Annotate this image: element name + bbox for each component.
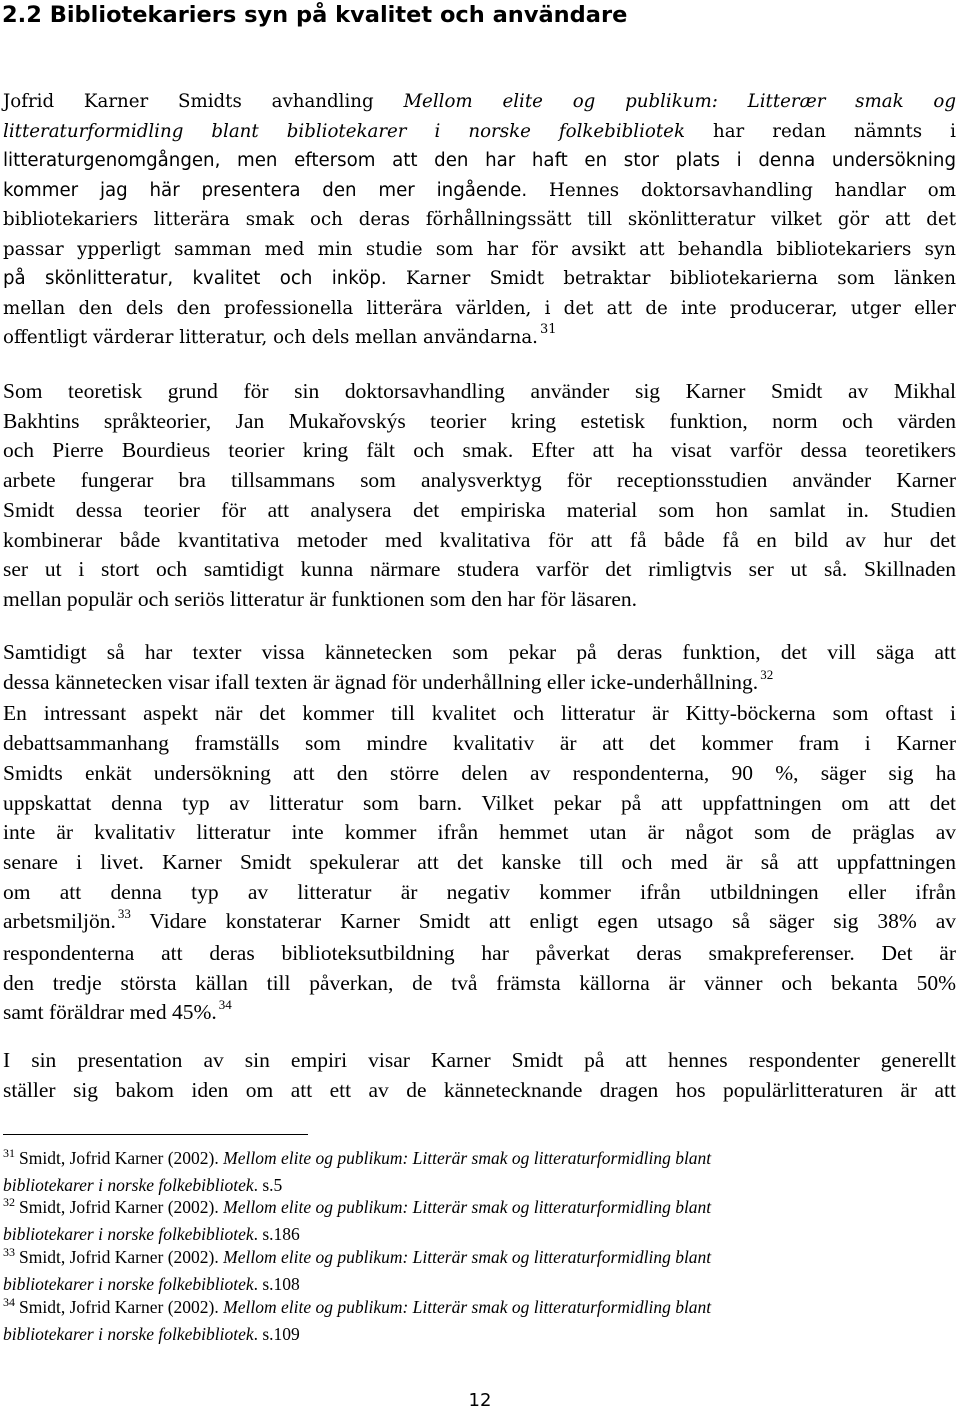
footnote-reference[interactable]: 31 (539, 322, 557, 337)
paragraph-2 (3, 377, 956, 615)
footnote-author: Smidt, Jofrid Karner (2002). (19, 1197, 224, 1217)
paragraph-line: senare i livet. Karner Smidt spekulerar att det kanske till och med är så att uppfattningen (3, 849, 956, 874)
paragraph-4 (3, 1046, 956, 1105)
footnote-number: 34 (3, 1295, 15, 1309)
footnote-line (3, 1245, 883, 1272)
text-run: Karner Smidt betraktar bibliotekarierna som länken (386, 268, 957, 289)
footnote-line (3, 1272, 883, 1297)
footnote-page: . s.108 (253, 1273, 300, 1294)
italic-title: litteraturformidling blant bibliotekarer i norske folkebibliotek (3, 120, 685, 142)
footnote-author: Smidt, Jofrid Karner (2002). (19, 1247, 224, 1267)
footnote-number: 31 (3, 1146, 15, 1160)
paragraph-line: mellan den dels den professionella litterära världen, i det att de inte producerar, utger eller (3, 297, 956, 319)
text-run: offentligt värderar litteratur, och dels mellan användarna. (3, 327, 538, 348)
paragraph-line: Bakhtins språkteorier, Jan Mukařovskýs teorier kring estetisk funktion, norm och värden (3, 408, 956, 433)
footnote-34 (3, 1295, 883, 1346)
paragraph-line: ställer sig bakom iden om att ett av de kännetecknande dragen hos populärlitteraturen är att (3, 1077, 956, 1102)
footnote-number: 32 (3, 1195, 15, 1209)
paragraph-line: och Pierre Bourdieus teorier kring fält och smak. Efter att ha visat varför dessa teoretikers (3, 438, 956, 463)
paragraph-line (3, 117, 956, 147)
section-heading: 2.2 Bibliotekariers syn på kvalitet och användare (2, 2, 628, 28)
paragraph-line: Som teoretisk grund för sin doktorsavhandling använder sig Karner Smidt av Mikhal (3, 379, 956, 403)
footnote-32 (3, 1195, 883, 1246)
paragraph-line (3, 907, 956, 939)
footnote-page: . s.186 (253, 1223, 300, 1244)
footnote-reference[interactable]: 34 (218, 997, 232, 1013)
footnote-title: bibliotekarer i norske folkebibliotek (3, 1273, 254, 1294)
footnote-line (3, 1146, 883, 1173)
text-run: kommer jag här presentera den mer ingående. (3, 179, 528, 201)
paragraph-line: litteraturgenomgången, men eftersom att den har haft en stor plats i denna undersökning (3, 150, 956, 171)
paragraph-line: ser ut i stort och samtidigt kunna närmare studera varför det rimligtvis ser ut så. Skillnaden (3, 557, 956, 582)
text-run: dessa kännetecken visar ifall texten är ägnad för underhållning eller icke-underhållning. (3, 669, 759, 694)
footnote-line (3, 1322, 883, 1347)
paragraph-line (3, 668, 956, 700)
paragraph-line (3, 998, 956, 1030)
paragraph-line: kombinerar både kvantitativa metoder med kvalitativa för att få både få en bild av hur det (3, 527, 956, 552)
footnote-line (3, 1222, 883, 1247)
italic-title: Mellom elite og publikum: Litterær smak og (403, 91, 957, 112)
footnote-33 (3, 1245, 883, 1296)
paragraph-line: den tredje största källan till påverkan, de två främsta källorna är vänner och bekanta 50% (3, 970, 956, 995)
footnote-page: . s.109 (253, 1323, 300, 1344)
paragraph-line: debattsammanhang framställs som mindre kvalitativ är att det kommer fram i Karner (3, 731, 956, 756)
footnote-title: Mellom elite og publikum: Litterär smak og litteraturformidling blant (223, 1148, 712, 1168)
paragraph-line: Smidts enkät undersökning att den större delen av respondenterna, 90 %, säger sig ha (3, 760, 956, 785)
footnote-title: Mellom elite og publikum: Litterär smak og litteraturformidling blant (223, 1297, 712, 1317)
paragraph-line: respondenterna att deras biblioteksutbildning har påverkat deras smakpreferenser. Det är (3, 941, 956, 966)
footnote-author: Smidt, Jofrid Karner (2002). (19, 1297, 224, 1317)
paragraph-line: uppskattat denna typ av litteratur som barn. Vilket pekar på att uppfattningen om att det (3, 790, 956, 815)
text-run: samt föräldrar med 45%. (3, 1000, 217, 1025)
footnote-separator (3, 1134, 308, 1135)
footnote-title: Mellom elite og publikum: Litterär smak og litteraturformidling blant (223, 1247, 712, 1267)
footnote-31 (3, 1146, 883, 1197)
paragraph-line: passar ypperligt samman med min studie som har för avsikt att behandla bibliotekariers syn (3, 238, 956, 260)
text-run: Jofrid Karner Smidts avhandling (3, 91, 404, 112)
text-run: Hennes doktorsavhandling handlar om (527, 179, 956, 201)
footnote-title: bibliotekarer i norske folkebibliotek (3, 1323, 254, 1344)
paragraph-line: mellan populär och seriös litteratur är funktionen som den har för läsaren. (3, 586, 638, 611)
footnote-title: bibliotekarer i norske folkebibliotek (3, 1223, 254, 1244)
text-run: arbetsmiljön. (3, 909, 116, 934)
paragraph-line: Samtidigt så har texter vissa kännetecken som pekar på deras funktion, det vill säga att (3, 640, 956, 664)
footnote-reference[interactable]: 33 (117, 906, 131, 922)
paragraph-1 (3, 87, 956, 355)
paragraph-line: om att denna typ av litteratur är negativ kommer ifrån utbildningen eller ifrån (3, 879, 956, 904)
paragraph-line (3, 87, 956, 117)
paragraph-line: I sin presentation av sin empiri visar Karner Smidt på att hennes respondenter generellt (3, 1048, 956, 1072)
paragraph-line (3, 176, 956, 206)
footnote-line (3, 1295, 883, 1322)
paragraph-line: inte är kvalitativ litteratur inte kommer ifrån hemmet utan är något som de präglas av (3, 820, 956, 845)
text-run: har redan nämnts i (684, 120, 956, 142)
paragraph-line: Smidt dessa teorier för att analysera det empiriska material som hon samlat in. Studien (3, 497, 956, 522)
footnote-reference[interactable]: 32 (760, 666, 774, 682)
footnote-line (3, 1173, 883, 1198)
text-run: på skönlitteratur, kvalitet och inköp. (3, 268, 387, 289)
page-number: 12 (468, 1390, 492, 1411)
footnote-title: bibliotekarer i norske folkebibliotek (3, 1174, 254, 1195)
paragraph-3 (3, 638, 956, 1030)
paragraph-line: arbete fungerar bra tillsammans som analysverktyg för receptionsstudien använder Karner (3, 468, 956, 493)
text-run: Vidare konstaterar Karner Smidt att enligt egen utsago så säger sig 38% av (130, 909, 956, 934)
paragraph-line (3, 323, 956, 355)
footnote-page: . s.5 (253, 1174, 283, 1195)
paragraph-line (3, 264, 956, 294)
paragraph-line: En intressant aspekt när det kommer till kvalitet och litteratur är Kitty-böckerna som oftast i (3, 701, 956, 726)
footnote-number: 33 (3, 1245, 15, 1259)
paragraph-line: bibliotekariers litterära smak och deras förhållningssätt till skönlitteratur vilket gör att det (3, 209, 956, 230)
footnote-author: Smidt, Jofrid Karner (2002). (19, 1148, 224, 1168)
footnote-line (3, 1195, 883, 1222)
footnote-title: Mellom elite og publikum: Litterär smak og litteraturformidling blant (223, 1197, 712, 1217)
